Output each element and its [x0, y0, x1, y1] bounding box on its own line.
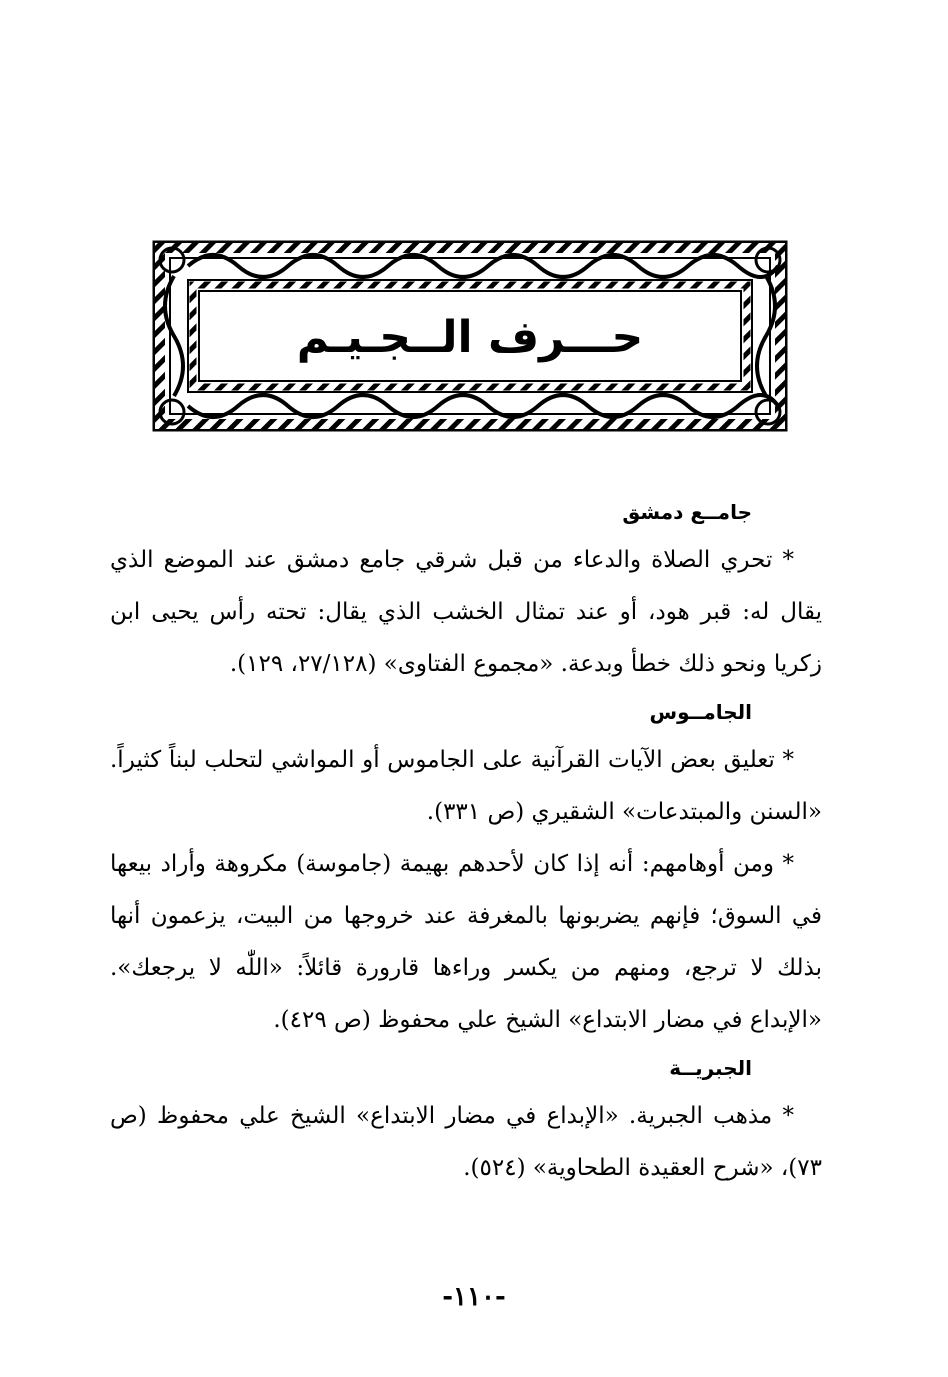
section-heading: جامــع دمشق: [622, 500, 752, 524]
page-content: [110, 490, 822, 1194]
chapter-title-frame: [148, 236, 792, 436]
paragraph: * مذهب الجبرية. «الإبداع في مضار الابتداع» الشيخ علي محفوظ (ص ٧٣)، «شرح العقيدة الطحاوية» (٥٢٤).: [110, 1103, 822, 1181]
paragraph: * تحري الصلاة والدعاء من قبل شرقي جامع دمشق عند الموضع الذي يقال له: قبر هود، أو عند تمثال الخشب الذي يقال: تحته رأس يحيى ابن زكريا ونحو ذلك خطأ وبدعة. «مجموع الفتاوى» (٢٧/١٢٨، ١٢٩).: [110, 547, 822, 677]
section-heading: الجبريــة: [669, 1056, 752, 1080]
page-number: -١١٠-: [442, 1282, 506, 1312]
paragraph: * تعليق بعض الآيات القرآنية على الجاموس أو المواشي لتحلب لبناً كثيراً. «السنن والمبتدعات» الشقيري (ص ٣٣١).: [110, 747, 822, 825]
section-heading: الجامــوس: [649, 700, 752, 724]
chapter-title: حـــرف الــجـيـم: [296, 312, 644, 363]
paragraph: * ومن أوهامهم: أنه إذا كان لأحدهم بهيمة (جاموسة) مكروهة وأراد بيعها في السوق؛ فإنهم يضربونها بالمغرفة عند خروجها من البيت، يزعمون أنها بذلك لا ترجع، ومنهم من يكسر وراءها قارورة قائلاً: «اللّٰه لا يرجعك». «الإبداع في مضار الابتداع» الشيخ علي محفوظ (ص ٤٢٩).: [110, 851, 822, 1033]
